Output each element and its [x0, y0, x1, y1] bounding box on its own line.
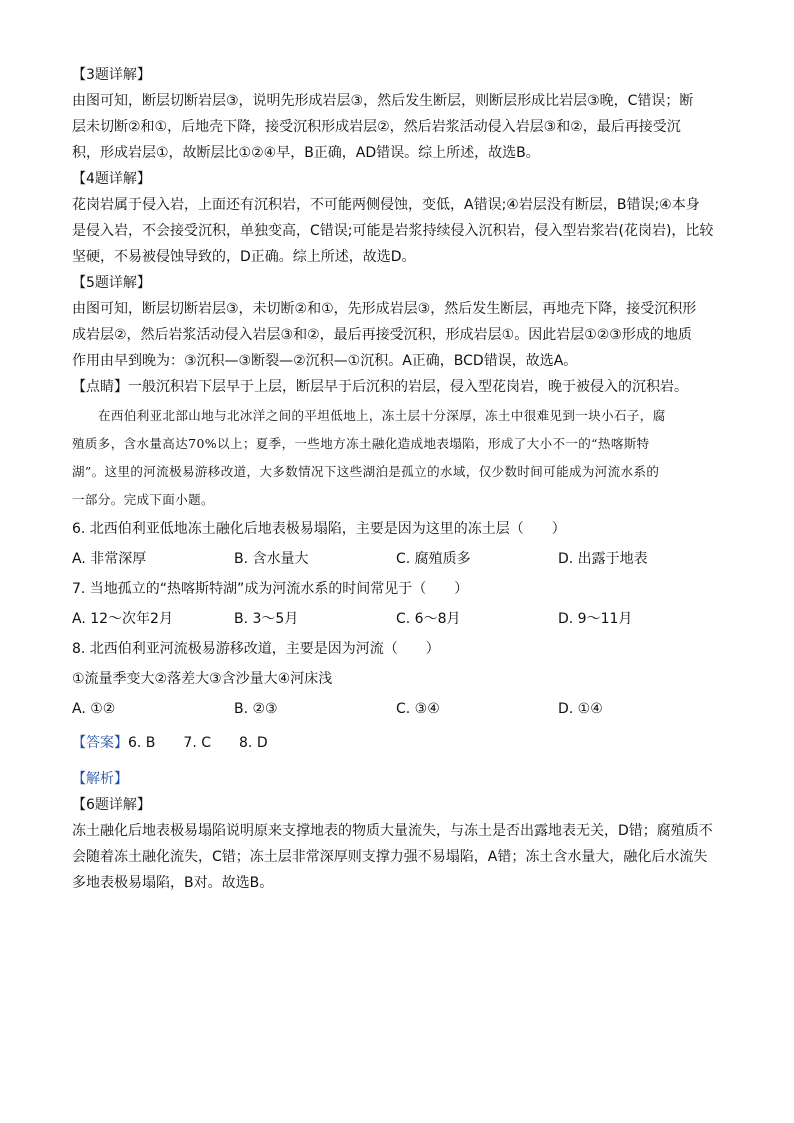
q3-explanation-line-1: 由图可知，断层切断岩层③，说明先形成岩层③，然后发生断层，则断层形成比岩层③晚，C错误；断 [72, 93, 694, 109]
option-d: D. ①④ [558, 701, 603, 717]
q6-explanation-line-2: 会随着冻土融化流失，C错；冻土层非常深厚则支撑力强不易塌陷，A错；冻土含水量大，融化后水流失 [72, 849, 708, 865]
option-b: B. 3～5月 [234, 611, 299, 627]
section-heading-q3: 【3题详解】 [72, 67, 151, 83]
question-8-stem: 8. 北西伯利亚河流极易游移改道，主要是因为河流（ ） [72, 641, 440, 657]
q3-explanation-line-2: 层未切断②和①，后地壳下降，接受沉积形成岩层②，然后岩浆活动侵入岩层③和②，最后再接受沉 [72, 119, 681, 135]
question-6-stem: 6. 北西伯利亚低地冻土融化后地表极易塌陷，主要是因为这里的冻土层（ ） [72, 521, 566, 537]
answer-line [72, 730, 722, 762]
option-a: A. ①② [72, 701, 116, 717]
option-b: B. 含水量大 [234, 551, 309, 567]
answer-8: 8. D [239, 735, 268, 751]
document-page [72, 62, 722, 896]
question-6-options [72, 546, 722, 576]
option-a: A. 非常深厚 [72, 551, 147, 567]
q5-explanation-line-3: 作用由早到晚为：③沉积—③断裂—②沉积—①沉积。A正确，BCD错误，故选A。 [72, 353, 578, 369]
passage-line-1: 在西伯利亚北部山地与北冰洋之间的平坦低地上，冻土层十分深厚，冻土中很难见到一块小石子，腐 [98, 408, 666, 423]
option-c: C. 腐殖质多 [396, 551, 471, 567]
answer-6: 6. B [128, 735, 156, 751]
question-8-options [72, 696, 722, 726]
analysis-label: 【解析】 [72, 771, 128, 787]
question-7-stem: 7. 当地孤立的“热喀斯特湖”成为河流水系的时间常见于（ ） [72, 581, 469, 597]
passage-line-4: 一部分。完成下面小题。 [72, 492, 214, 507]
option-b: B. ②③ [234, 701, 278, 717]
q5-explanation-line-2: 成岩层②，然后岩浆活动侵入岩层③和②，最后再接受沉积，形成岩层①。因此岩层①②③形成的地质 [72, 327, 692, 343]
passage-line-2: 殖质多，含水量高达70%以上；夏季，一些地方冻土融化造成地表塌陷，形成了大小不一的“热喀斯特 [72, 436, 650, 451]
answer-7: 7. C [183, 735, 212, 751]
question-7-options [72, 606, 722, 636]
section-heading-q6: 【6题详解】 [72, 797, 151, 813]
q6-explanation-line-3: 多地表极易塌陷，B对。故选B。 [72, 875, 274, 891]
answer-label: 【答案】 [72, 735, 128, 751]
option-c: C. 6～8月 [396, 611, 461, 627]
section-heading-q4: 【4题详解】 [72, 171, 151, 187]
q5-explanation-line-1: 由图可知，断层切断岩层③，未切断②和①，先形成岩层③，然后发生断层，再地壳下降，接受沉积形 [72, 301, 697, 317]
reading-passage [72, 402, 722, 514]
option-c: C. ③④ [396, 701, 440, 717]
section-heading-q5: 【5题详解】 [72, 275, 151, 291]
option-d: D. 出露于地表 [558, 551, 648, 567]
q4-explanation-line-1: 花岗岩属于侵入岩，上面还有沉积岩，不可能两侧侵蚀，变低，A错误;④岩层没有断层，B错误;④本身 [72, 197, 700, 213]
option-a: A. 12～次年2月 [72, 611, 173, 627]
tip-note: 【点睛】一般沉积岩下层早于上层，断层早于后沉积的岩层，侵入型花岗岩，晚于被侵入的沉积岩。 [72, 379, 688, 395]
option-d: D. 9～11月 [558, 611, 633, 627]
q6-explanation-line-1: 冻土融化后地表极易塌陷说明原来支撑地表的物质大量流失，与冻土是否出露地表无关，D错；腐殖质不 [72, 823, 713, 839]
q3-explanation-line-3: 积，形成岩层①，故断层比①②④早，B正确，AD错误。综上所述，故选B。 [72, 145, 540, 161]
q4-explanation-line-3: 坚硬，不易被侵蚀导致的，D正确。综上所述，故选D。 [72, 249, 416, 265]
question-8-statements: ①流量季变大②落差大③含沙量大④河床浅 [72, 671, 333, 687]
analysis-heading [72, 766, 722, 792]
passage-line-3: 湖”。这里的河流极易游移改道，大多数情况下这些湖泊是孤立的水域，仅少数时间可能成为河流水系的 [72, 464, 660, 479]
q4-explanation-line-2: 是侵入岩，不会接受沉积，单独变高，C错误;可能是岩浆持续侵入沉积岩，侵入型岩浆岩(花岗岩)，比较 [72, 223, 714, 239]
